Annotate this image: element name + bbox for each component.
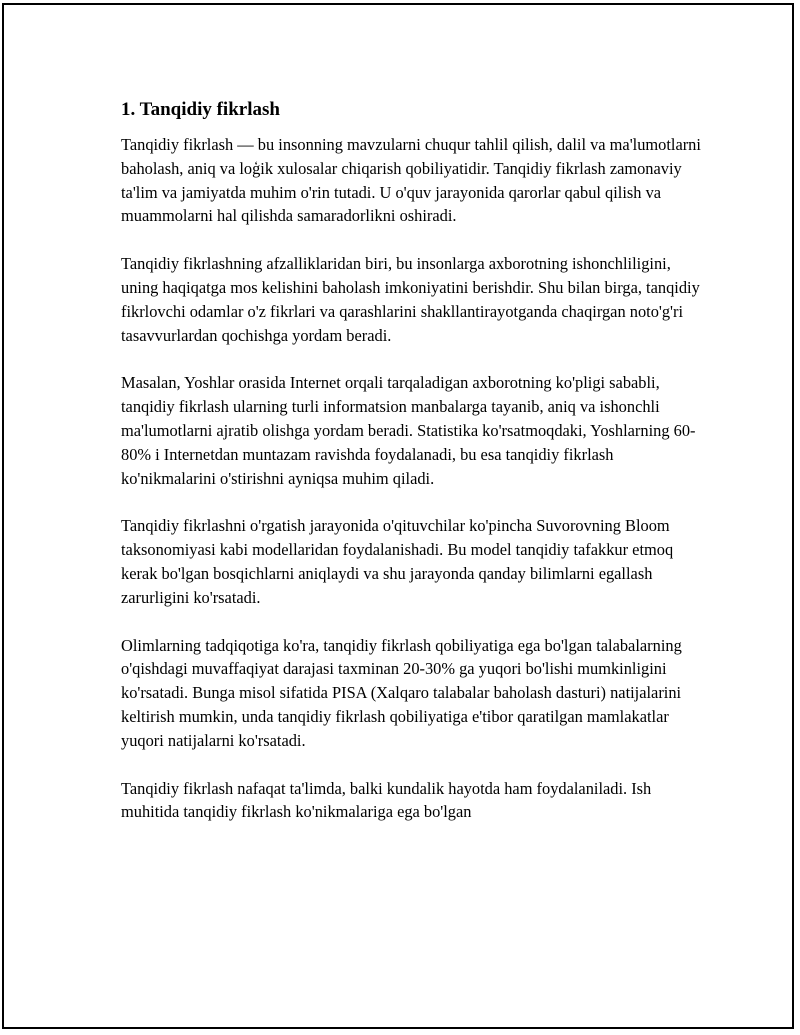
paragraph-bloom-taxonomy: Tanqidiy fikrlashni o'rgatish jarayonida o'qituvchilar ko'pincha Suvorovning Bloom taksonomiyasi kabi modellaridan foydalanishadi. Bu model tanqidiy tafakkur etmoq kerak bo'lgan bosqichlarni aniqlaydi va shu jarayonda qanday bilimlarni egallash zarurligini ko'rsatadi. [121, 516, 674, 607]
paragraph-definition: Tanqidiy fikrlash — bu insonning mavzularni chuqur tahlil qilish, dalil va ma'lumotlarni baholash, aniq va loģik xulosalar chiqarish qobiliyatidir. Tanqidiy fikrlash zamonaviy ta'lim va jamiyatda muhim o'rin tutadi. U o'quv jarayonida qarorlar qabul qilish va muammolarni hal qilishda samaradorlikni oshiradi. [121, 135, 701, 226]
paragraph-research-pisa: Olimlarning tadqiqotiga ko'ra, tanqidiy fikrlash qobiliyatiga ega bo'lgan talabalarning o'qishdagi muvaffaqiyat darajasi taxminan 20-30% ga yuqori bo'lishi mumkinligini ko'rsatadi. Bunga misol sifatida PISA (Xalqaro talabalar baholash dasturi) natijalarini keltirish mumkin, unda tanqidiy fikrlash qobiliyatiga e'tibor qaratilgan mamlakatlar yuqori natijalarni ko'rsatadi. [121, 635, 682, 750]
paragraph-daily-life: Tanqidiy fikrlash nafaqat ta'limda, balki kundalik hayotda ham foydalaniladi. Ish muhitida tanqidiy fikrlash ko'nikmalariga ega bo'lgan [121, 778, 652, 822]
section-heading: 1. Tanqidiy fikrlash [121, 99, 280, 120]
page-frame [2, 3, 794, 1029]
document-body [121, 97, 711, 848]
paragraph-internet-youth: Masalan, Yoshlar orasida Internet orqali tarqaladigan axborotning ko'pligi sababli, tanqidiy fikrlash ularning turli informatsion manbalarga tayanib, aniq va ishonchli ma'lumotlarni ajratib olishga yordam beradi. Statistika ko'rsatmoqdaki, Yoshlarning 60-80% i Internetdan muntazam ravishda foydalanadi, bu esa tanqidiy fikrlash ko'nikmalarini o'stirishni ayniqsa muhim qiladi. [121, 373, 696, 488]
paragraph-advantages: Tanqidiy fikrlashning afzalliklaridan biri, bu insonlarga axborotning ishonchliligini, uning haqiqatga mos kelishini baholash imkoniyatini berishdir. Shu bilan birga, tanqidiy fikrlovchi odamlar o'z fikrlari va qarashlarini shakllantirayotganda chaqirgan noto'g'ri tasavvurlardan qochishga yordam beradi. [121, 254, 700, 345]
